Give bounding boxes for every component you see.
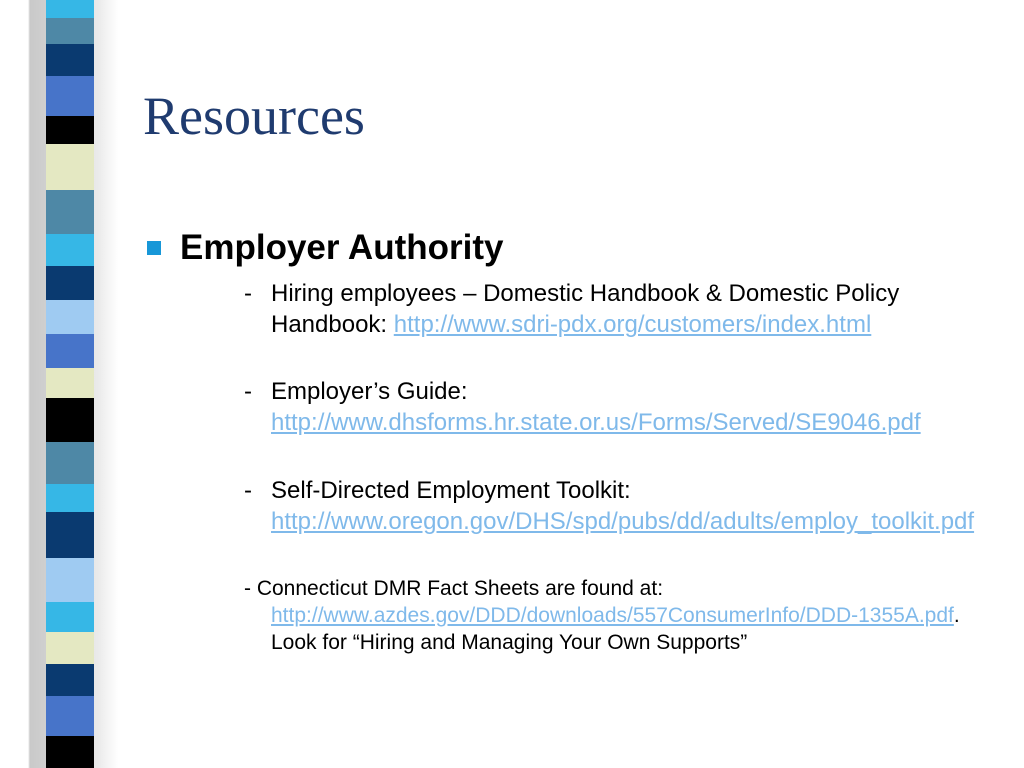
stripe-block xyxy=(46,334,94,368)
item-tail-text: . Look for “Hiring and Managing Your Own Supports” xyxy=(271,604,960,654)
stripe-block xyxy=(46,664,94,696)
item-text: - Connecticut DMR Fact Sheets are found at: xyxy=(244,577,664,600)
stripe-block xyxy=(46,18,94,44)
stripe-block xyxy=(46,190,94,234)
stripe-block xyxy=(46,484,94,512)
stripe-block xyxy=(46,266,94,300)
stripe-block xyxy=(46,44,94,76)
item-text: Self-Directed Employment Toolkit: xyxy=(271,477,631,504)
stripe-block xyxy=(46,558,94,602)
stripe-block xyxy=(46,696,94,736)
dash-marker: - xyxy=(244,378,252,405)
stripe-block xyxy=(46,512,94,558)
stripe-block xyxy=(46,76,94,116)
square-bullet-icon xyxy=(147,241,161,255)
list-item xyxy=(244,575,1004,656)
stripe-block xyxy=(46,234,94,266)
fact-sheet-link[interactable]: http://www.azdes.gov/DDD/downloads/557ConsumerInfo/DDD-1355A.pdf xyxy=(271,604,954,627)
bullet-heading: Employer Authority xyxy=(180,228,504,267)
toolkit-link[interactable]: http://www.oregon.gov/DHS/spd/pubs/dd/adults/employ_toolkit.pdf xyxy=(271,508,975,535)
decorative-stripe xyxy=(46,0,94,768)
stripe-block xyxy=(46,300,94,334)
stripe-block xyxy=(46,442,94,484)
stripe-block xyxy=(46,116,94,144)
stripe-block xyxy=(46,144,94,190)
item-text: Employer’s Guide: xyxy=(271,378,468,405)
stripe-block xyxy=(46,602,94,632)
item-text: Hiring employees – Domestic Handbook & Domestic Policy Handbook: xyxy=(271,280,900,338)
stripe-block xyxy=(46,0,94,18)
dash-marker: - xyxy=(244,477,252,504)
handbook-link[interactable]: http://www.sdri-pdx.org/customers/index.html xyxy=(393,311,872,338)
dash-marker: - xyxy=(244,280,252,307)
stripe-block xyxy=(46,368,94,398)
stripe-block xyxy=(46,736,94,768)
employer-guide-link[interactable]: http://www.dhsforms.hr.state.or.us/Forms/Served/SE9046.pdf xyxy=(271,409,921,436)
stripe-block xyxy=(46,398,94,442)
slide-title: Resources xyxy=(143,86,365,146)
stripe-block xyxy=(46,632,94,664)
